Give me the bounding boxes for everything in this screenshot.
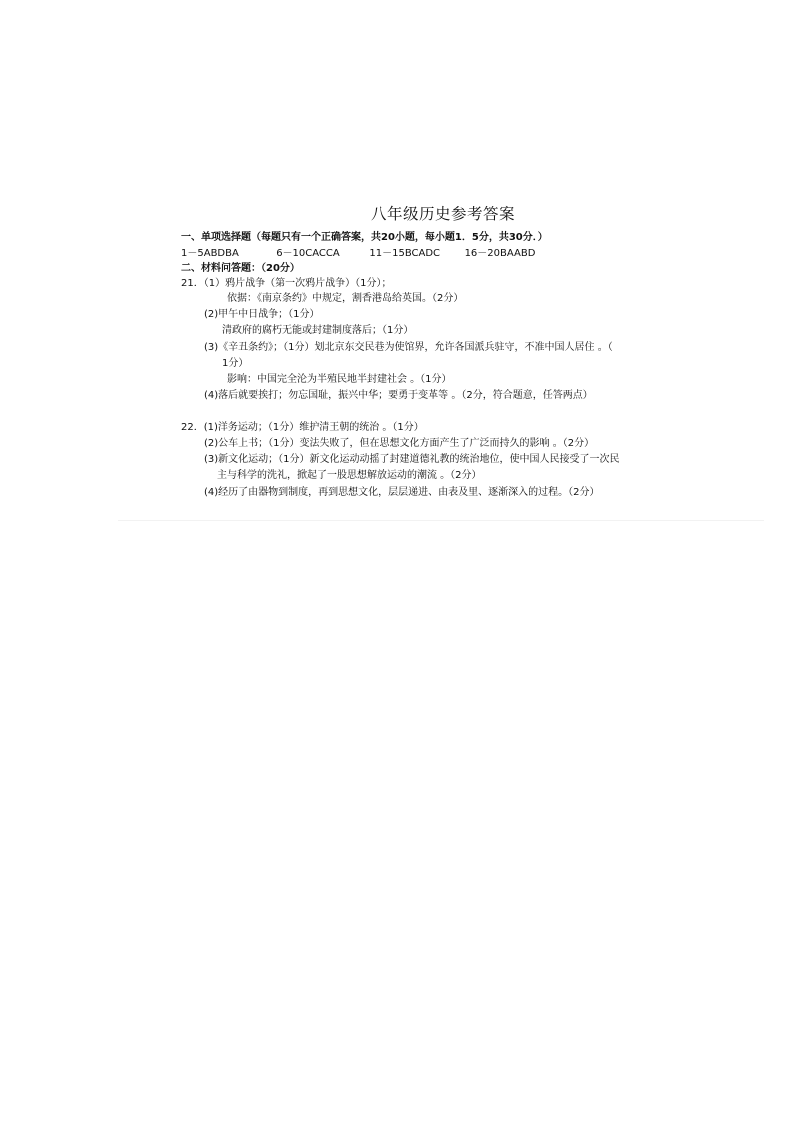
- q22-line-3: (3)新文化运动；（1分）新文化运动动摇了封建道德礼教的统治地位，使中国人民接受了一次民: [204, 454, 620, 465]
- q21-line-5: (3)《辛丑条约》；（1分）划北京东交民巷为使馆界，允许各国派兵驻守，不准中国人居住 。（: [204, 342, 613, 353]
- q21-line-8: (4)落后就要挨打；勿忘国耻，振兴中华；要勇于变革等 。（2分，符合题意，任答两点）: [204, 390, 593, 401]
- q21-line-1: 21．（1）鸦片战争（第一次鸦片战争）（1分）；: [181, 278, 392, 289]
- q22-line-4: 主与科学的洗礼，掀起了一股思想解放运动的潮流 。（2分）: [217, 470, 482, 481]
- multiple-choice-answers: [181, 247, 535, 261]
- q21-line-2: 依据：《南京条约》中规定，割香港岛给英国。（2分）: [227, 293, 464, 304]
- q22-line-2: (2)公车上书；（1分）变法失败了，但在思想文化方面产生了广泛而持久的影响 。（2分）: [204, 438, 595, 449]
- q21-line-6: 1分）: [222, 358, 249, 369]
- q21-line-7: 影响：中国完全沦为半殖民地半封建社会 。（1分）: [227, 374, 452, 385]
- section-two-heading: 二、材料问答题：（20分）: [181, 263, 300, 274]
- document-title: 八年级历史参考答案: [370, 205, 515, 223]
- answers-6-10: 6－10CACCA: [276, 248, 340, 259]
- section-one-heading: 一、单项选择题（每题只有一个正确答案，共20小题，每小题1．5分，共30分．）: [181, 232, 548, 243]
- q22-line-5: (4)经历了由器物到制度，再到思想文化，层层递进、由表及里、逐渐深入的过程。（2分）: [204, 487, 600, 498]
- q21-line-4: 清政府的腐朽无能或封建制度落后；（1分）: [222, 325, 414, 336]
- answers-11-15: 11－15BCADC: [369, 248, 441, 259]
- answers-16-20: 16－20BAABD: [464, 248, 536, 259]
- page-divider: [118, 520, 764, 521]
- q22-line-1: 22．(1)洋务运动；（1分）维护清王朝的统治 。（1分）: [181, 422, 424, 433]
- q21-line-3: (2)甲午中日战争；（1分）: [204, 309, 320, 320]
- answers-1-5: 1－5ABDBA: [181, 248, 239, 259]
